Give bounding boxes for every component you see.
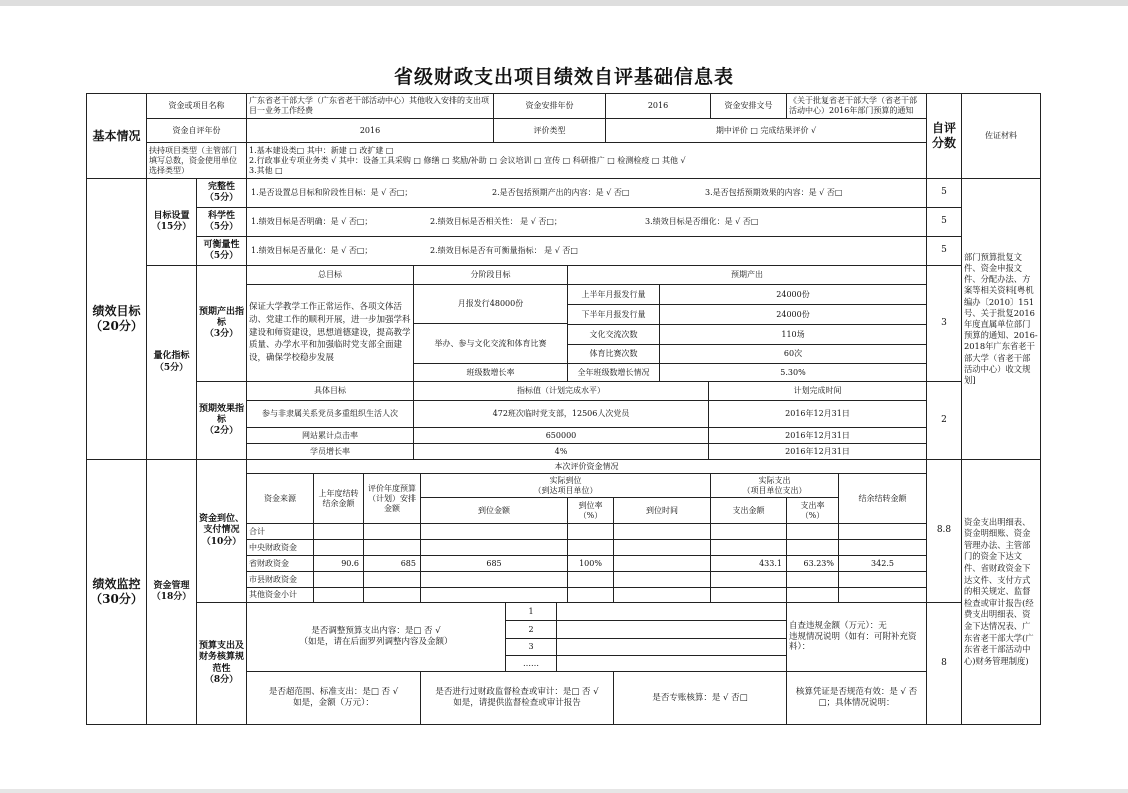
fund-row-amount: 685 xyxy=(420,555,568,572)
perf-evidence: 部门预算批复文件、资金申报文件、分配办法、方案等相关资料[粤机编办〔2010〕151号、关于批复2016年度直属单位部门预算的通知、2016-2018年广东省老干部大学（省老干部活动中心）收文规划] xyxy=(961,178,1041,460)
stage-goal-1: 月报发行48000份 xyxy=(413,284,568,324)
fund-row-spend-rate xyxy=(786,571,839,588)
adjust-item-content xyxy=(556,638,787,656)
fund-row-spend-rate xyxy=(786,587,839,603)
section-perf: 绩效目标 （20分） xyxy=(86,178,147,460)
fund-row-amount xyxy=(420,539,568,556)
arrival-label: 资金到位、支付情况 （10分） xyxy=(196,459,247,603)
effect-row-time: 2016年12月31日 xyxy=(708,443,927,460)
adjust-item-content xyxy=(556,602,787,621)
fund-row-time xyxy=(613,539,711,556)
effect-row-time: 2016年12月31日 xyxy=(708,400,927,428)
fund-row-source: 合计 xyxy=(246,523,314,540)
fund-row-spend: 433.1 xyxy=(710,555,787,572)
fund-row-balance xyxy=(838,571,927,588)
col-stage-goal: 分阶段目标 xyxy=(413,265,568,285)
fund-row-source: 中央财政资金 xyxy=(246,539,314,556)
stage-goal-2: 举办、参与文化交流和体育比赛 xyxy=(413,323,568,364)
over-standard-question: 是否超范围、标准支出：是□ 否 √ 如是，金额（万元）： xyxy=(246,671,421,725)
output-row-name: 全年班级数增长情况 xyxy=(567,363,660,382)
effect-row-value: 650000 xyxy=(413,427,709,444)
adjust-item-content xyxy=(556,655,787,672)
output-row-value: 5.30% xyxy=(659,363,927,382)
scientific-score: 5 xyxy=(926,207,962,237)
col-source: 资金来源 xyxy=(246,473,314,524)
col-spend: 实际支出 （项目单位支出） xyxy=(710,473,839,498)
fund-row-rate: 100% xyxy=(567,555,614,572)
quant-label: 量化指标 （5分） xyxy=(146,265,197,460)
output-row-value: 24000份 xyxy=(659,304,927,325)
fund-row-time xyxy=(613,587,711,603)
eff-col-time: 计划完成时间 xyxy=(708,381,927,401)
col-expected-output: 预期产出 xyxy=(567,265,927,285)
monitor-evidence: 资金支出明细表、资金明细账、资金管理办法、主管部门的资金下达文件、省财政资金下达文件、支付方式的相关规定、监督检查或审计报告(经费支出明细表、资金下达情况表、广东省老干部大学(广东省老干部活动中心)财务管理制度) xyxy=(961,459,1041,725)
fund-row-prev xyxy=(313,539,364,556)
col-actual-amount: 到位金额 xyxy=(420,497,568,524)
adjust-item-content xyxy=(556,620,787,639)
output-row-value: 110场 xyxy=(659,324,927,345)
effect-row-goal: 网站累计点击率 xyxy=(246,427,414,444)
doc-label: 资金安排文号 xyxy=(710,93,787,119)
eff-col-goal: 具体目标 xyxy=(246,381,414,401)
output-row-name: 文化交流次数 xyxy=(567,324,660,345)
arrange-year-value: 2016 xyxy=(605,93,711,119)
measurable-questions xyxy=(246,236,927,266)
measurable-score: 5 xyxy=(926,236,962,266)
output-row-name: 上半年月报发行量 xyxy=(567,284,660,305)
col-spend-amount: 支出金额 xyxy=(710,497,787,524)
scientific-questions xyxy=(246,207,927,237)
self-year-label: 资金自评年份 xyxy=(146,118,247,143)
fund-row-prev xyxy=(313,571,364,588)
fund-row-prev xyxy=(313,587,364,603)
completeness-questions xyxy=(246,178,927,208)
effect-row-goal: 参与非隶属关系党员多重组织生活人次 xyxy=(246,400,414,428)
effect-row-value: 472班次临时党支部，12506人次党员 xyxy=(413,400,709,428)
fund-row-spend xyxy=(710,539,787,556)
name-value: 广东省老干部大学（广东省老干部活动中心）其他收入安排的支出项目一业务工作经费 xyxy=(246,93,494,119)
adjust-question: 是否调整预算支出内容：是□ 否 √ （如是，请在后面罗列调整内容及金额） xyxy=(246,602,506,672)
section-monitor: 绩效监控 （30分） xyxy=(86,459,147,725)
section-basic: 基本情况 xyxy=(86,93,147,179)
completeness-q1: 1.是否设置总目标和阶段性目标：是 √ 否□； xyxy=(251,188,413,197)
scientific-q3: 3.绩效目标是否细化：是 √ 否□ xyxy=(645,217,759,226)
completeness-q2: 2.是否包括预期产出的内容：是 √ 否□ xyxy=(492,188,630,197)
measurable-q1: 1.绩效目标是否量化：是 √ 否□； xyxy=(251,246,373,255)
output-score: 3 xyxy=(926,265,962,382)
fund-row-prev xyxy=(313,523,364,540)
fund-row-source: 市县财政资金 xyxy=(246,571,314,588)
fund-row-rate xyxy=(567,539,614,556)
goal-setting-label: 目标设置 （15分） xyxy=(146,178,197,266)
fund-row-amount xyxy=(420,523,568,540)
special-account-question: 是否专账核算：是 √ 否□ xyxy=(613,671,787,725)
fund-row-plan xyxy=(363,571,421,588)
fund-row-plan xyxy=(363,539,421,556)
evidence-header: 佐证材料 xyxy=(961,93,1041,179)
voucher-question: 核算凭证是否规范有效：是 √ 否 □；具体情况说明： xyxy=(786,671,927,725)
measurable-label: 可衡量性 （5分） xyxy=(196,236,247,266)
adjust-item: 3 xyxy=(505,638,557,656)
fund-row-plan: 685 xyxy=(363,555,421,572)
col-prev-balance: 上年度结转结余金额 xyxy=(313,473,364,524)
col-actual-arrival: 实际到位 （到达项目单位） xyxy=(420,473,711,498)
fund-management-label: 资金管理 （18分） xyxy=(146,459,197,725)
fund-row-time xyxy=(613,555,711,572)
name-label: 资金或项目名称 xyxy=(146,93,247,119)
output-row-value: 60次 xyxy=(659,344,927,364)
scientific-label: 科学性 （5分） xyxy=(196,207,247,237)
support-type-value: 1.基本建设类□ 其中：新建 □ 改扩建 □ 2.行政事业专项业务类 √ 其中：设备工具采购 □ 修缮 □ 奖励/补助 □ 会议培训 □ 宣传 □ 科研推广 □ 检测检疫 □ 其他 √ 3.其他 □ xyxy=(246,142,927,179)
fund-row-balance xyxy=(838,539,927,556)
fund-row-amount xyxy=(420,571,568,588)
adjust-item: 1 xyxy=(505,602,557,621)
effect-indicator-label: 预期效果指标 （2分） xyxy=(196,381,247,460)
output-row-value: 24000份 xyxy=(659,284,927,305)
stage-goal-3: 班级数增长率 xyxy=(413,363,568,382)
adjust-item: …… xyxy=(505,655,557,672)
scan-bottom-edge xyxy=(0,789,1128,793)
fund-row-time xyxy=(613,523,711,540)
self-year-value: 2016 xyxy=(246,118,494,143)
eff-col-value: 指标值（计划完成水平） xyxy=(413,381,709,401)
col-overall-goal: 总目标 xyxy=(246,265,414,285)
fund-row-balance xyxy=(838,587,927,603)
fund-header-main: 本次评价资金情况 xyxy=(246,459,927,474)
fund-row-source: 省财政资金 xyxy=(246,555,314,572)
fund-row-rate xyxy=(567,571,614,588)
support-type-label: 扶持项目类型（主管部门填写总数，资金使用单位选择类型） xyxy=(146,142,247,179)
scientific-q1: 1.绩效目标是否明确：是 √ 否□； xyxy=(251,217,373,226)
eval-type-value: 期中评价 □ 完成结果评价 √ xyxy=(605,118,927,143)
col-plan-amount: 评价年度预算（计划）安排金额 xyxy=(363,473,421,524)
fund-row-spend xyxy=(710,523,787,540)
inspection-question: 是否进行过财政监督检查或审计：是□ 否 √ 如是，请提供监督检查或审计报告 xyxy=(420,671,614,725)
effect-row-value: 4% xyxy=(413,443,709,460)
output-row-name: 体育比赛次数 xyxy=(567,344,660,364)
completeness-q3: 3.是否包括预期效果的内容：是 √ 否□ xyxy=(705,188,843,197)
col-actual-rate: 到位率 （%） xyxy=(567,497,614,524)
overall-goal-text: 保证大学教学工作正常运作、各项文体活动、党建工作的顺利开展，进一步加强学科建设和师资建设，思想道德建设，提高教学质量、办学水平和加强临时党支部全面建设，确保学校稳步发展 xyxy=(246,284,414,382)
budget-score: 8 xyxy=(926,602,962,725)
fund-row-amount xyxy=(420,587,568,603)
output-indicator-label: 预期产出指标 （3分） xyxy=(196,265,247,382)
col-balance: 结余结转金额 xyxy=(838,473,927,524)
self-score-header: 自评 分数 xyxy=(926,93,962,179)
fund-row-rate xyxy=(567,587,614,603)
eval-type-label: 评价类型 xyxy=(493,118,606,143)
fund-row-time xyxy=(613,571,711,588)
arrange-year-label: 资金安排年份 xyxy=(493,93,606,119)
fund-row-rate xyxy=(567,523,614,540)
completeness-score: 5 xyxy=(926,178,962,208)
fund-row-spend xyxy=(710,571,787,588)
arrival-score: 8.8 xyxy=(926,459,962,603)
fund-row-plan xyxy=(363,587,421,603)
fund-row-prev: 90.6 xyxy=(313,555,364,572)
fund-row-plan xyxy=(363,523,421,540)
scan-top-edge xyxy=(0,0,1128,6)
effect-row-goal: 学员增长率 xyxy=(246,443,414,460)
violation-info: 自查违规金额（万元）：无 违规情况说明（如有：可附补充资料）： xyxy=(786,602,927,672)
fund-row-spend-rate xyxy=(786,539,839,556)
fund-row-spend xyxy=(710,587,787,603)
doc-value: 《关于批复省老干部大学（省老干部活动中心）2016年部门预算的通知 xyxy=(786,93,927,119)
col-actual-time: 到位时间 xyxy=(613,497,711,524)
completeness-label: 完整性 （5分） xyxy=(196,178,247,208)
fund-row-balance xyxy=(838,523,927,540)
effect-score: 2 xyxy=(926,381,962,460)
col-spend-rate: 支出率 （%） xyxy=(786,497,839,524)
output-row-name: 下半年月报发行量 xyxy=(567,304,660,325)
scientific-q2: 2.绩效目标是否相关性： 是 √ 否□； xyxy=(430,217,562,226)
page-title: 省级财政支出项目绩效自评基础信息表 xyxy=(393,66,734,88)
adjust-item: 2 xyxy=(505,620,557,639)
fund-row-balance: 342.5 xyxy=(838,555,927,572)
fund-row-spend-rate: 63.23% xyxy=(786,555,839,572)
fund-row-source: 其他资金小计 xyxy=(246,587,314,603)
budget-norm-label: 预算支出及财务核算规范性 （8分） xyxy=(196,602,247,725)
effect-row-time: 2016年12月31日 xyxy=(708,427,927,444)
fund-row-spend-rate xyxy=(786,523,839,540)
measurable-q2: 2.绩效目标是否有可衡量指标： 是 √ 否□ xyxy=(430,246,578,255)
